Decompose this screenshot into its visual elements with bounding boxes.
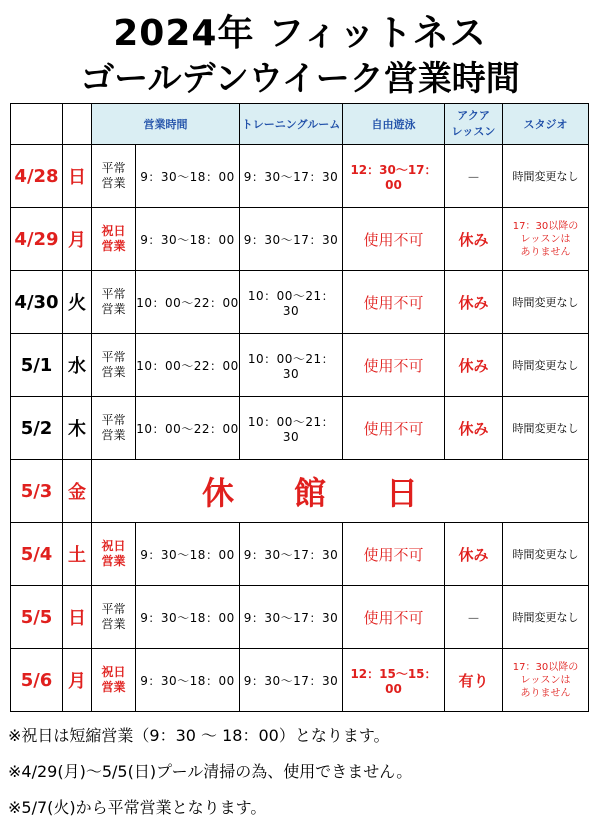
row-free-swim: 使用不可 (343, 208, 445, 271)
title-line2: ゴールデンウイーク営業時間 (80, 59, 520, 99)
row-date: 4/28 (11, 145, 63, 208)
row-operation-type: 平常 営業 (92, 271, 136, 334)
table-row (11, 208, 589, 271)
row-studio: 時間変更なし (503, 586, 589, 649)
row-operation-type: 平常 営業 (92, 334, 136, 397)
row-operation-type: 平常 営業 (92, 145, 136, 208)
row-weekday: 日 (63, 586, 92, 649)
row-date: 5/3 (11, 460, 63, 523)
row-free-swim: 使用不可 (343, 586, 445, 649)
row-aqua-lesson: 休み (445, 208, 503, 271)
header-aqua: アクア レッスン (445, 104, 503, 145)
header-blank-dow (63, 104, 92, 145)
table-row (11, 460, 589, 523)
row-studio: 17：30以降の レッスンは ありません (503, 649, 589, 712)
row-operation-type: 祝日 営業 (92, 523, 136, 586)
row-operation-type: 平常 営業 (92, 397, 136, 460)
row-aqua-lesson: 休み (445, 397, 503, 460)
row-aqua-lesson: － (445, 145, 503, 208)
row-free-swim: 12：30～17：00 (343, 145, 445, 208)
row-weekday: 水 (63, 334, 92, 397)
table-row (11, 271, 589, 334)
row-studio: 時間変更なし (503, 397, 589, 460)
table-row (11, 334, 589, 397)
row-date: 5/2 (11, 397, 63, 460)
row-operation-type: 祝日 営業 (92, 208, 136, 271)
row-business-hours: 10：00～22：00 (136, 334, 240, 397)
row-business-hours: 9：30～18：00 (136, 649, 240, 712)
header-hours: 営業時間 (92, 104, 240, 145)
row-studio: 時間変更なし (503, 145, 589, 208)
row-operation-type: 祝日 営業 (92, 649, 136, 712)
header-row (11, 104, 589, 145)
row-free-swim: 12：15～15：00 (343, 649, 445, 712)
row-business-hours: 9：30～18：00 (136, 145, 240, 208)
row-studio: 時間変更なし (503, 271, 589, 334)
row-date: 5/1 (11, 334, 63, 397)
row-free-swim: 使用不可 (343, 523, 445, 586)
row-aqua-lesson: 休み (445, 523, 503, 586)
row-training-hours: 9：30～17：30 (240, 523, 343, 586)
table-row (11, 649, 589, 712)
row-training-hours: 9：30～17：30 (240, 208, 343, 271)
row-studio: 時間変更なし (503, 523, 589, 586)
row-training-hours: 9：30～17：30 (240, 145, 343, 208)
closed-notice: 休館日 (92, 460, 589, 523)
header-studio: スタジオ (503, 104, 589, 145)
row-training-hours: 9：30～17：30 (240, 649, 343, 712)
row-weekday: 金 (63, 460, 92, 523)
table-row (11, 523, 589, 586)
row-free-swim: 使用不可 (343, 334, 445, 397)
row-date: 5/6 (11, 649, 63, 712)
row-weekday: 木 (63, 397, 92, 460)
row-date: 4/29 (11, 208, 63, 271)
note-normal-resume: ※5/7(火)から平常営業となります。 (8, 798, 267, 817)
table-row (11, 397, 589, 460)
header-pool: 自由遊泳 (343, 104, 445, 145)
row-weekday: 日 (63, 145, 92, 208)
row-business-hours: 9：30～18：00 (136, 208, 240, 271)
row-aqua-lesson: － (445, 586, 503, 649)
table-row (11, 145, 589, 208)
row-date: 5/4 (11, 523, 63, 586)
row-weekday: 火 (63, 271, 92, 334)
row-free-swim: 使用不可 (343, 397, 445, 460)
row-studio: 17：30以降の レッスンは ありません (503, 208, 589, 271)
row-training-hours: 9：30～17：30 (240, 586, 343, 649)
row-training-hours: 10：00～21：30 (240, 334, 343, 397)
row-aqua-lesson: 休み (445, 271, 503, 334)
row-operation-type: 平常 営業 (92, 586, 136, 649)
row-weekday: 月 (63, 208, 92, 271)
row-weekday: 土 (63, 523, 92, 586)
notes (8, 718, 593, 826)
title-line1: 2024年 フィットネス (113, 13, 487, 54)
row-studio: 時間変更なし (503, 334, 589, 397)
row-date: 4/30 (11, 271, 63, 334)
table-row (11, 586, 589, 649)
header-blank-date (11, 104, 63, 145)
header-training: トレーニングルーム (240, 104, 343, 145)
row-aqua-lesson: 有り (445, 649, 503, 712)
row-business-hours: 10：00～22：00 (136, 397, 240, 460)
row-date: 5/5 (11, 586, 63, 649)
schedule-table (10, 103, 589, 712)
row-training-hours: 10：00～21：30 (240, 397, 343, 460)
row-free-swim: 使用不可 (343, 271, 445, 334)
row-business-hours: 9：30～18：00 (136, 523, 240, 586)
row-aqua-lesson: 休み (445, 334, 503, 397)
row-weekday: 月 (63, 649, 92, 712)
row-training-hours: 10：00～21：30 (240, 271, 343, 334)
row-business-hours: 10：00～22：00 (136, 271, 240, 334)
note-pool-cleaning: ※4/29(月)～5/5(日)プール清掃の為、使用できません。 (8, 762, 413, 781)
row-business-hours: 9：30～18：00 (136, 586, 240, 649)
note-holiday-hours: ※祝日は短縮営業（9：30 ～ 18：00）となります。 (8, 726, 390, 745)
